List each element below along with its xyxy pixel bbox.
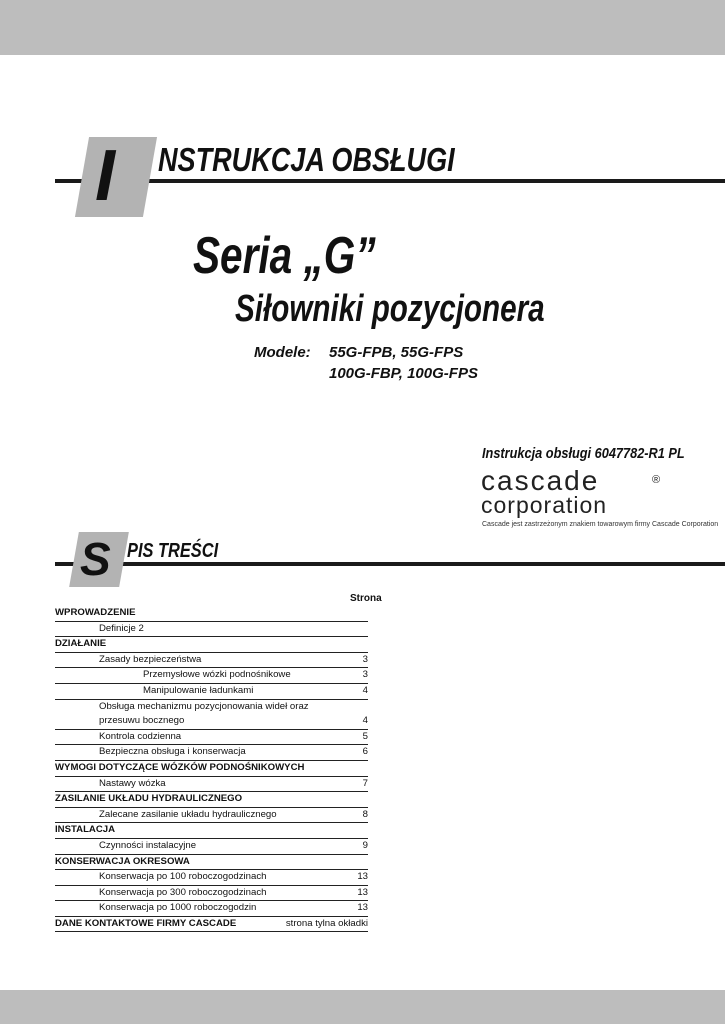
toc-entry-label: Zalecane zasilanie układu hydraulicznego — [99, 808, 277, 820]
toc-entry-row — [55, 901, 368, 917]
registered-mark: ® — [652, 474, 661, 486]
toc-entry-label: Kontrola codzienna — [99, 730, 182, 742]
toc-section-row — [55, 761, 368, 777]
toc-section-row — [55, 823, 368, 839]
table-of-contents — [55, 606, 368, 932]
toc-section-row — [55, 855, 368, 871]
toc-title: PIS TREŚCI — [127, 540, 219, 562]
toc-entry-row — [55, 886, 368, 902]
toc-entry-label: WYMOGI DOTYCZĄCE WÓZKÓW PODNOŚNIKOWYCH — [55, 761, 305, 773]
toc-entry-page: 13 — [357, 902, 368, 914]
toc-entry-label: Konserwacja po 100 roboczogodzinach — [99, 871, 267, 883]
toc-entry-label: Zasady bezpieczeństwa — [99, 653, 202, 665]
product-subtitle: Siłowniki pozycjonera — [235, 288, 545, 330]
toc-entry-page: 13 — [357, 871, 368, 883]
toc-entry-label: Bezpieczna obsługa i konserwacja — [99, 746, 246, 758]
top-band — [0, 0, 725, 55]
toc-entry-page: 4 — [362, 684, 368, 696]
toc-entry-row — [55, 684, 368, 700]
toc-entry-label: DZIAŁANIE — [55, 638, 107, 650]
toc-entry-label: Manipulowanie ładunkami — [143, 684, 254, 696]
toc-entry-label: Konserwacja po 1000 roboczogodzin — [99, 902, 257, 914]
logo-line-1: cascade — [481, 465, 600, 496]
toc-entry-label: DANE KONTAKTOWE FIRMY CASCADE — [55, 917, 237, 929]
header-initial-box — [75, 137, 157, 217]
toc-entry-page: 6 — [362, 746, 368, 758]
toc-entry-row — [55, 839, 368, 855]
toc-entry-row — [55, 700, 368, 715]
toc-entry-page: 7 — [362, 777, 368, 789]
toc-entry-label: Definicje 2 — [99, 622, 144, 634]
trademark-note: Cascade jest zastrzeżonym znakiem towarowym firmy Cascade Corporation — [482, 521, 719, 528]
cascade-logo — [481, 465, 681, 518]
manual-number: Instrukcja obsługi 6047782-R1 PL — [482, 445, 685, 462]
toc-entry-row — [55, 870, 368, 886]
toc-entry-page: 3 — [362, 653, 368, 665]
toc-entry-row — [55, 730, 368, 746]
toc-entry-label: Czynności instalacyjne — [99, 839, 197, 851]
toc-entry-label: WPROWADZENIE — [55, 607, 136, 618]
toc-entry-label: Konserwacja po 300 roboczogodzinach — [99, 886, 267, 898]
toc-entry-label: KONSERWACJA OKRESOWA — [55, 855, 190, 867]
toc-entry-label: Nastawy wózka — [99, 777, 166, 789]
header-rule — [55, 179, 725, 183]
header-initial: I — [95, 136, 116, 216]
toc-entry-label: INSTALACJA — [55, 824, 116, 836]
toc-entry-page: 5 — [362, 730, 368, 742]
models-line-1: 55G-FPB, 55G-FPS — [329, 344, 464, 361]
toc-entry-page: 3 — [362, 669, 368, 681]
toc-entry-row — [55, 808, 368, 824]
toc-entry-row — [55, 714, 368, 730]
toc-entry-row — [55, 777, 368, 793]
toc-entry-page: strona tylna okładki — [285, 917, 368, 929]
toc-entry-page: 13 — [357, 886, 368, 898]
toc-entry-label: przesuwu bocznego — [99, 715, 185, 727]
toc-entry-label: Przemysłowe wózki podnośnikowe — [143, 669, 291, 681]
toc-entry-page: 4 — [362, 715, 368, 727]
toc-entry-label: Obsługa mechanizmu pozycjonowania wideł oraz — [99, 700, 309, 712]
toc-entry-label: ZASILANIE UKŁADU HYDRAULICZNEGO — [55, 793, 243, 805]
toc-entry-row — [55, 653, 368, 669]
toc-entry-row — [55, 745, 368, 761]
toc-entry-page: 9 — [362, 839, 368, 851]
models-label: Modele: — [254, 344, 311, 361]
toc-entry-page: 8 — [362, 808, 368, 820]
series-title: Seria „G” — [193, 227, 376, 285]
bottom-band — [0, 990, 725, 1024]
logo-line-2: corporation — [481, 492, 608, 518]
toc-entry-row — [55, 622, 368, 638]
toc-entry-row — [55, 668, 368, 684]
toc-section-row — [55, 637, 368, 653]
toc-section-row — [55, 606, 368, 622]
models-line-2: 100G-FBP, 100G-FPS — [329, 365, 478, 382]
page-column-header: Strona — [350, 593, 382, 604]
document-title: NSTRUKCJA OBSŁUGI — [158, 141, 455, 178]
toc-section-row — [55, 792, 368, 808]
toc-section-row — [55, 917, 368, 933]
toc-initial: S — [80, 533, 111, 585]
